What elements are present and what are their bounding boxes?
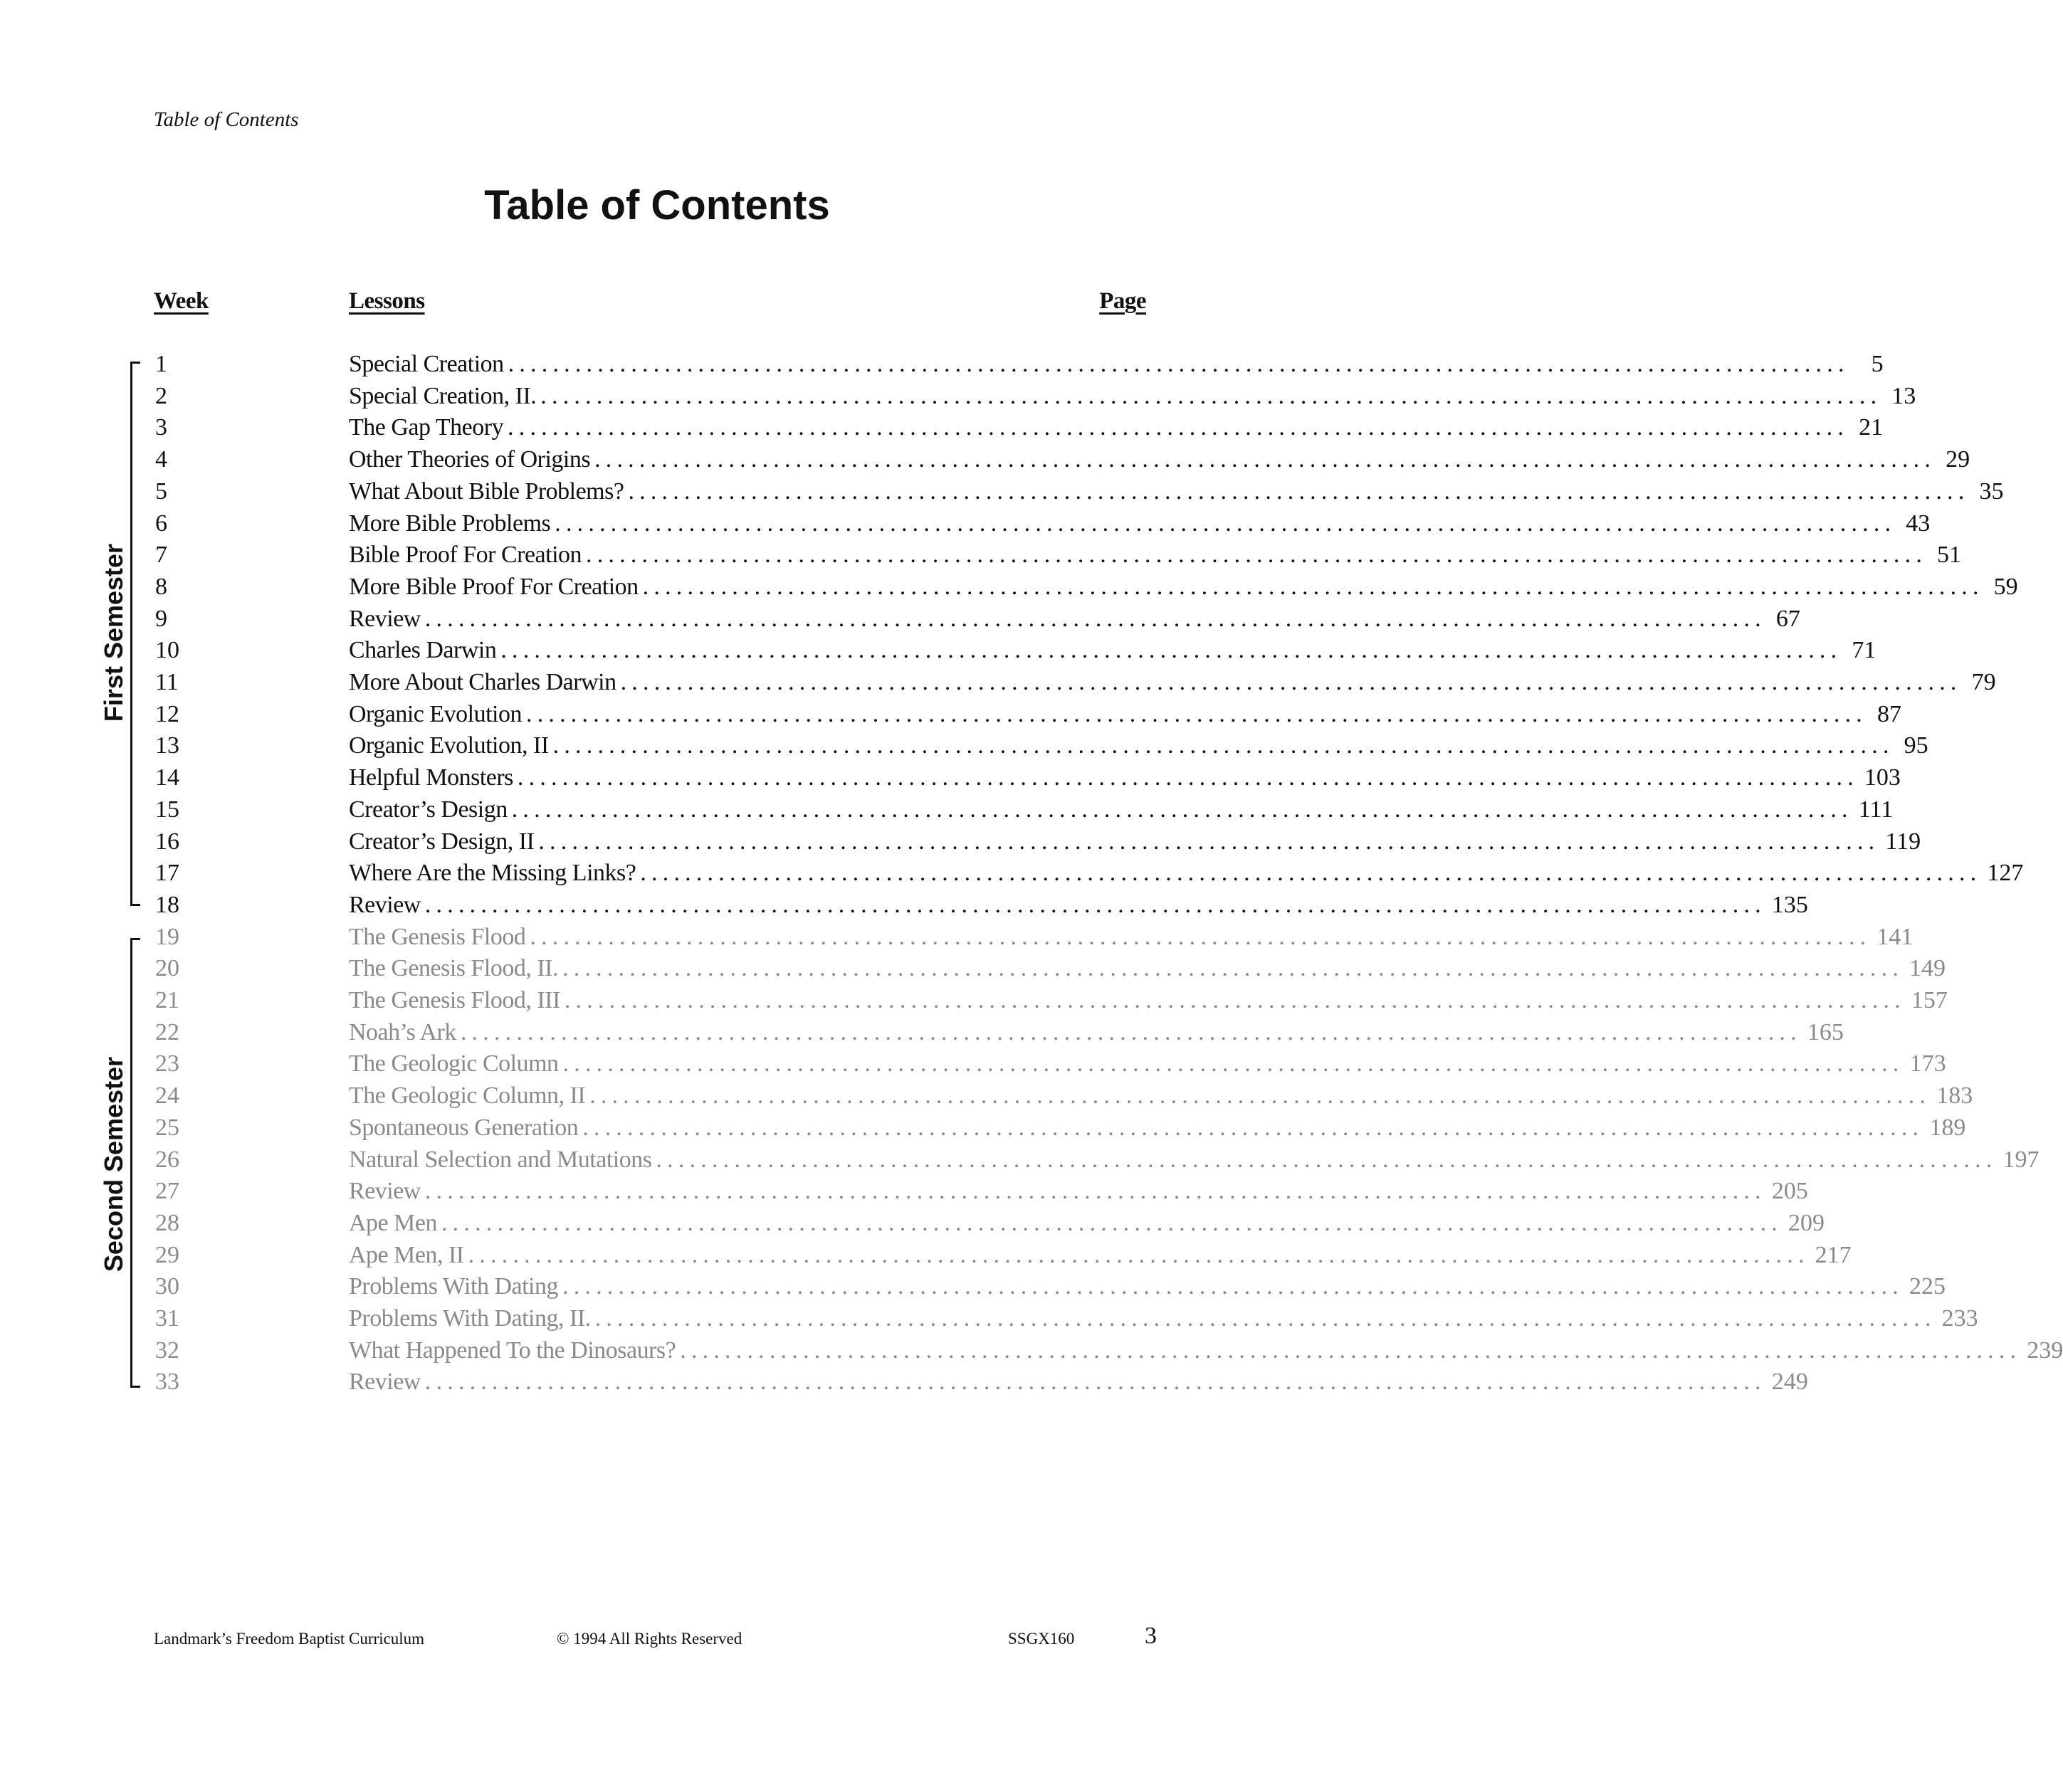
toc-row (0, 508, 1931, 539)
dot-leader: ........................................................................................................................ (540, 382, 1882, 409)
dot-leader: ........................................................................................................................ (562, 1273, 1904, 1300)
week-number: 4 (155, 446, 167, 473)
lesson-title: The Geologic Column, II (349, 1082, 586, 1110)
week-number: 20 (155, 955, 179, 982)
lesson-title: More Bible Proof For Creation (349, 573, 639, 600)
toc-row (0, 1080, 1973, 1112)
page-number: 21 (1859, 414, 1884, 441)
toc-row (0, 922, 1914, 953)
lesson-title: Noah’s Ark (349, 1018, 456, 1045)
dot-leader: ........................................................................................................................ (424, 1178, 1766, 1205)
week-number: 24 (155, 1082, 179, 1110)
lesson-title: The Gap Theory (349, 414, 504, 441)
page-number: 225 (1909, 1273, 1946, 1300)
dot-leader: ........................................................................................................................ (500, 637, 1842, 664)
week-number: 11 (155, 669, 179, 695)
week-number: 6 (155, 510, 167, 537)
page-number: 173 (1909, 1050, 1946, 1077)
toc-row (0, 1240, 1852, 1271)
toc-row (0, 1366, 1808, 1398)
page-number: 51 (1937, 542, 1962, 569)
dot-leader: ........................................................................................................................ (508, 414, 1849, 441)
lesson-title: The Geologic Column (349, 1050, 559, 1077)
page-number: 43 (1906, 510, 1931, 537)
toc-row (0, 1303, 1978, 1334)
lesson-title: Spontaneous Generation (349, 1114, 579, 1141)
toc-row (0, 1208, 1825, 1239)
dot-leader: ........................................................................................................................ (441, 1209, 1783, 1236)
lesson-title: Natural Selection and Mutations (349, 1146, 652, 1173)
toc-row (0, 730, 1928, 761)
toc-row (0, 826, 1921, 858)
page-number: 183 (1936, 1082, 1973, 1110)
dot-leader: ........................................................................................................................ (582, 1114, 1924, 1141)
lesson-title: Ape Men, II (349, 1241, 464, 1268)
dot-leader: ........................................................................................................................ (530, 923, 1872, 950)
lesson-title: The Genesis Flood (349, 923, 526, 950)
dot-leader: ........................................................................................................................ (594, 1305, 1936, 1332)
page-number: 103 (1864, 764, 1901, 791)
toc-row (0, 444, 1970, 475)
toc-row (0, 794, 1894, 826)
week-number: 23 (155, 1050, 179, 1077)
week-number: 25 (155, 1114, 179, 1141)
page-number: 59 (1993, 573, 2018, 600)
page-number: 141 (1876, 923, 1914, 950)
page-number: 239 (2027, 1337, 2063, 1364)
dot-leader: ........................................................................................................................ (594, 446, 1936, 473)
lesson-title: Problems With Dating, II. (349, 1305, 591, 1332)
lesson-title: More About Charles Darwin (349, 669, 616, 695)
page-number: 217 (1815, 1241, 1852, 1268)
page-number: 127 (1987, 860, 2024, 887)
dot-leader: ........................................................................................................................ (562, 1050, 1904, 1077)
week-number: 10 (155, 637, 179, 664)
week-number: 26 (155, 1146, 179, 1173)
toc-row (0, 381, 1916, 412)
week-number: 2 (155, 382, 167, 409)
lesson-title: Review (349, 605, 421, 632)
week-number: 16 (155, 828, 179, 855)
dot-leader: ........................................................................................................................ (680, 1337, 2022, 1364)
week-number: 33 (155, 1369, 179, 1396)
page-number: 95 (1904, 732, 1928, 759)
page-number: 157 (1911, 987, 1948, 1013)
week-number: 27 (155, 1178, 179, 1205)
lesson-title: What About Bible Problems? (349, 478, 624, 505)
week-number: 29 (155, 1241, 179, 1268)
week-number: 32 (155, 1337, 179, 1364)
week-number: 7 (155, 542, 167, 569)
lesson-title: Charles Darwin (349, 637, 497, 664)
dot-leader: ........................................................................................................................ (511, 796, 1853, 823)
toc-row (0, 667, 1996, 698)
week-number: 1 (155, 351, 167, 377)
toc-row (0, 953, 1946, 984)
page-number: 209 (1788, 1209, 1825, 1236)
lesson-title: Creator’s Design (349, 796, 508, 823)
toc-row (0, 762, 1901, 794)
week-number: 12 (155, 700, 179, 727)
dot-leader: ........................................................................................................................ (424, 891, 1766, 918)
page-number: 35 (1979, 478, 2004, 505)
toc-row (0, 1176, 1808, 1207)
week-number: 21 (155, 987, 179, 1013)
week-number: 18 (155, 891, 179, 918)
toc-row (0, 476, 2004, 507)
dot-leader: ........................................................................................................................ (552, 732, 1894, 759)
week-column-header: Week (154, 288, 209, 314)
dot-leader: ........................................................................................................................ (555, 510, 1896, 537)
page-number: 205 (1771, 1178, 1808, 1205)
lessons-column-header: Lessons (349, 288, 425, 314)
week-number: 28 (155, 1209, 179, 1236)
footer-publisher: Landmark’s Freedom Baptist Curriculum (154, 1630, 425, 1648)
week-number: 13 (155, 732, 179, 759)
lesson-title: More Bible Problems (349, 510, 551, 537)
page-number: 197 (2002, 1146, 2040, 1173)
dot-leader: ........................................................................................................................ (517, 764, 1859, 791)
week-number: 14 (155, 764, 179, 791)
toc-row (0, 890, 1808, 921)
page-number: 5 (1871, 351, 1884, 377)
week-number: 31 (155, 1305, 179, 1332)
toc-row (0, 571, 2018, 603)
page-number: 135 (1771, 891, 1808, 918)
lesson-title: Review (349, 891, 421, 918)
dot-leader: ........................................................................................................................ (620, 669, 1962, 695)
page-number: 67 (1775, 605, 1800, 632)
page-number: 87 (1877, 700, 1901, 727)
page-number: 111 (1858, 796, 1894, 823)
page-number: 189 (1929, 1114, 1966, 1141)
toc-row (0, 1335, 2063, 1366)
dot-leader: ........................................................................................................................ (642, 573, 1984, 600)
page-number: 119 (1885, 828, 1921, 855)
week-number: 30 (155, 1273, 179, 1300)
toc-row (0, 604, 1800, 635)
week-number: 5 (155, 478, 167, 505)
dot-leader: ........................................................................................................................ (564, 987, 1906, 1013)
page-number: 149 (1909, 955, 1946, 982)
week-number: 3 (155, 414, 167, 441)
dot-leader: ........................................................................................................................ (562, 955, 1904, 982)
dot-leader: ........................................................................................................................ (424, 605, 1766, 632)
page-number: 71 (1852, 637, 1876, 664)
running-header: Table of Contents (154, 108, 299, 131)
page-number: 233 (1941, 1305, 1978, 1332)
dot-leader: ........................................................................................................................ (586, 542, 1928, 569)
lesson-title: The Genesis Flood, III (349, 987, 560, 1013)
week-number: 9 (155, 605, 167, 632)
dot-leader: ........................................................................................................................ (628, 478, 1970, 505)
toc-row (0, 635, 1876, 666)
page-number: 249 (1771, 1369, 1808, 1396)
page-number: 79 (1971, 669, 1996, 695)
dot-leader: ........................................................................................................................ (538, 828, 1880, 855)
page-number: 13 (1891, 382, 1916, 409)
footer-code: SSGX160 (1008, 1630, 1075, 1648)
lesson-title: Helpful Monsters (349, 764, 513, 791)
dot-leader: ........................................................................................................................ (424, 1369, 1766, 1396)
page-number: 29 (1946, 446, 1970, 473)
dot-leader: ........................................................................................................................ (526, 700, 1867, 727)
second-semester-label: Second Semester (99, 1056, 128, 1272)
lesson-title: Organic Evolution (349, 700, 522, 727)
week-number: 17 (155, 860, 179, 887)
dot-leader: ........................................................................................................................ (656, 1146, 1998, 1173)
page-number: 165 (1807, 1018, 1844, 1045)
dot-leader: ........................................................................................................................ (589, 1082, 1931, 1110)
week-number: 19 (155, 923, 179, 950)
dot-leader: ........................................................................................................................ (460, 1018, 1802, 1045)
toc-row (0, 539, 1962, 571)
footer-copyright: © 1994 All Rights Reserved (557, 1630, 742, 1648)
lesson-title: Organic Evolution, II (349, 732, 549, 759)
toc-row (0, 1017, 1844, 1048)
first-semester-label: First Semester (99, 543, 128, 722)
lesson-title: Review (349, 1178, 421, 1205)
toc-row (0, 858, 2024, 889)
week-number: 15 (155, 796, 179, 823)
toc-row (0, 1144, 2040, 1176)
toc-row (0, 412, 1884, 443)
dot-leader: ........................................................................................................................ (468, 1241, 1810, 1268)
footer-page-number: 3 (1145, 1623, 1157, 1649)
lesson-title: What Happened To the Dinosaurs? (349, 1337, 676, 1364)
toc-row (0, 1112, 1966, 1144)
lesson-title: Ape Men (349, 1209, 437, 1236)
lesson-title: Other Theories of Origins (349, 446, 591, 473)
lesson-title: Problems With Dating (349, 1273, 558, 1300)
lesson-title: Where Are the Missing Links? (349, 860, 636, 887)
dot-leader: ........................................................................................................................ (508, 351, 1849, 377)
toc-row (0, 349, 1884, 380)
week-number: 8 (155, 573, 167, 600)
toc-row (0, 1271, 1946, 1302)
toc-row (0, 1048, 1946, 1080)
lesson-title: Bible Proof For Creation (349, 542, 582, 569)
lesson-title: Special Creation (349, 351, 504, 377)
page-column-header: Page (1099, 288, 1146, 314)
toc-row (0, 699, 1901, 730)
lesson-title: Creator’s Design, II (349, 828, 535, 855)
lesson-title: Review (349, 1369, 421, 1396)
lesson-title: The Genesis Flood, II. (349, 955, 559, 982)
lesson-title: Special Creation, II. (349, 382, 537, 409)
page-title: Table of Contents (484, 182, 830, 228)
dot-leader: ........................................................................................................................ (640, 860, 1982, 887)
week-number: 22 (155, 1018, 179, 1045)
toc-row (0, 985, 1948, 1016)
